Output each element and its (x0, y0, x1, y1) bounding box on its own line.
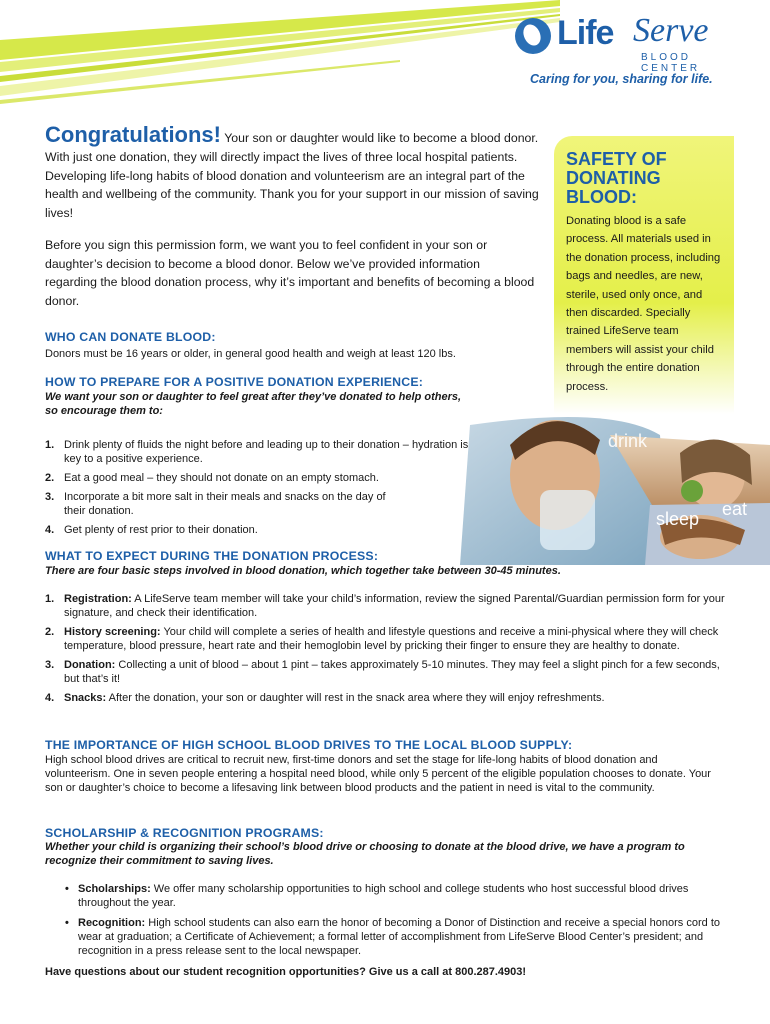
scholarship-section (45, 826, 725, 978)
list-item (45, 625, 725, 653)
list-number: 3. (45, 658, 55, 671)
scholarship-heading: SCHOLARSHIP & RECOGNITION PROGRAMS: (45, 826, 324, 840)
who-text: Donors must be 16 years or older, in general good health and weigh at least 120 lbs. (45, 348, 456, 360)
list-text: A LifeServe team member will take your child’s information, review the signed Parental/Guardian permission form for your signature, and check their identification. (64, 592, 725, 619)
logo-life-text: Life (557, 14, 614, 52)
logo-serve-text: Serve (633, 12, 709, 49)
list-text: Drink plenty of fluids the night before and leading up to their donation – hydration is key to a positive experience. (64, 439, 469, 465)
scholarship-subheading: Whether your child is organizing their school’s blood drive or choosing to donate at the blood drive, we have a program to recognize their commitment to saving lives. (45, 841, 685, 867)
list-item (45, 523, 470, 537)
eat-label: eat (722, 499, 748, 519)
prepare-subheading: We want your son or daughter to feel great after they’ve donated to help others, so encourage them to: (45, 391, 462, 417)
list-number: 1. (45, 592, 55, 605)
list-text: Get plenty of rest prior to their donation. (64, 524, 258, 536)
who-can-donate-section (45, 330, 545, 361)
list-label: Registration: (64, 592, 132, 605)
list-text: High school students can also earn the honor of becoming a Donor of Distinction and receive a special honors cord to wear at graduation; a Certificate of Achievement; a formal letter of accomplishment from LifeServe Blood Center’s president; and recognition in a press release sent to the local newspaper. (78, 917, 720, 957)
header-stripes (0, 0, 560, 120)
list-text: Collecting a unit of blood – about 1 pint – takes approximately 5-10 minutes. They may feel a slight pinch for a few seconds, but that’s it! (64, 658, 720, 685)
sleep-label: sleep (656, 509, 700, 529)
list-item (45, 691, 725, 705)
expect-list (45, 592, 725, 705)
list-item (45, 882, 725, 910)
blood-drop-logo-icon (515, 18, 551, 54)
list-label: Donation: (64, 658, 116, 671)
importance-text: High school blood drives are critical to recruit new, first-time donors and set the stage for life-long habits of blood donation and volunteerism. One in seven people entering a hospital need blood, while only 5 percent of the eligible population chooses to donate. Your son or daughter’s choice to become a lifesaving link between blood products and the patient in need is vital to the community. (45, 754, 711, 794)
safety-body: Donating blood is a safe process. All materials used in the donation process, including bags and needles, are new, sterile, used only once, and then discarded. Specially trained LifeServe team members will assist your child through the entire donation process. (566, 215, 721, 393)
list-number: 1. (45, 439, 55, 451)
list-label: Snacks: (64, 691, 107, 704)
who-heading: WHO CAN DONATE BLOOD: (45, 330, 216, 344)
list-text: We offer many scholarship opportunities to high school and college students who host successful blood drives throughout the year. (78, 883, 689, 909)
list-item (45, 592, 725, 620)
list-label: History screening: (64, 625, 161, 638)
expect-subheading: There are four basic steps involved in blood donation, which together take between 30-45 minutes. (45, 565, 561, 577)
expect-section (45, 549, 725, 710)
tagline: Caring for you, sharing for life. (530, 72, 713, 86)
list-label: Recognition: (78, 917, 146, 929)
safety-title: SAFETY OF DONATING BLOOD: (566, 149, 667, 207)
prepare-section (45, 375, 470, 542)
intro-text: Your son or daughter would like to become a blood donor. With just one donation, they will directly impact the lives of three local hospital patients. Developing life-long habits of blood donation and volunteerism are an integral part of the health and wellbeing of the community. Thank you for your support in our mission of saving lives! (45, 131, 539, 220)
list-item (45, 658, 725, 686)
expect-heading: WHAT TO EXPECT DURING THE DONATION PROCESS: (45, 549, 379, 563)
list-text: Eat a good meal – they should not donate on an empty stomach. (64, 472, 379, 484)
list-number: 4. (45, 691, 55, 704)
logo-subtitle: BLOOD CENTER (641, 52, 701, 74)
intro-paragraph-2: Before you sign this permission form, we want you to feel confident in your son or daughter’s decision to become a blood donor. Below we’ve provided information regarding the blood donation process, why it’s important and benefits of becoming a blood donor. (45, 238, 535, 308)
drink-label: drink (608, 431, 648, 451)
list-item (45, 438, 470, 466)
list-number: 2. (45, 472, 55, 484)
list-item (45, 490, 394, 518)
bullet-icon: • (65, 883, 69, 895)
prepare-heading: HOW TO PREPARE FOR A POSITIVE DONATION EXPERIENCE: (45, 375, 424, 389)
list-text: Your child will complete a series of health and lifestyle questions and receive a mini-physical where they will check temperature, blood pressure, heart rate and their hemoglobin level by pricking their finger to ensure they are healthy to donate. (64, 625, 719, 652)
donor-photo-collage (460, 405, 770, 565)
list-number: 3. (45, 491, 55, 503)
safety-callout-box (554, 136, 734, 414)
scholarship-list (45, 882, 725, 958)
prepare-list (45, 438, 470, 537)
list-text: After the donation, your son or daughter will rest in the snack area where they will enjoy refreshments. (106, 691, 605, 704)
intro-paragraph (45, 122, 545, 222)
importance-section (45, 738, 717, 795)
importance-heading: THE IMPORTANCE OF HIGH SCHOOL BLOOD DRIVES TO THE LOCAL BLOOD SUPPLY: (45, 738, 573, 752)
list-number: 4. (45, 524, 55, 536)
congrats-heading: Congratulations! (45, 122, 221, 147)
list-label: Scholarships: (78, 883, 151, 895)
closing-call-to-action: Have questions about our student recognition opportunities? Give us a call at 800.287.4903! (45, 966, 527, 978)
list-number: 2. (45, 625, 55, 638)
list-text: Incorporate a bit more salt in their meals and snacks on the day of their donation. (64, 491, 386, 517)
bullet-icon: • (65, 917, 69, 929)
list-item (45, 916, 725, 958)
list-item (45, 471, 470, 485)
